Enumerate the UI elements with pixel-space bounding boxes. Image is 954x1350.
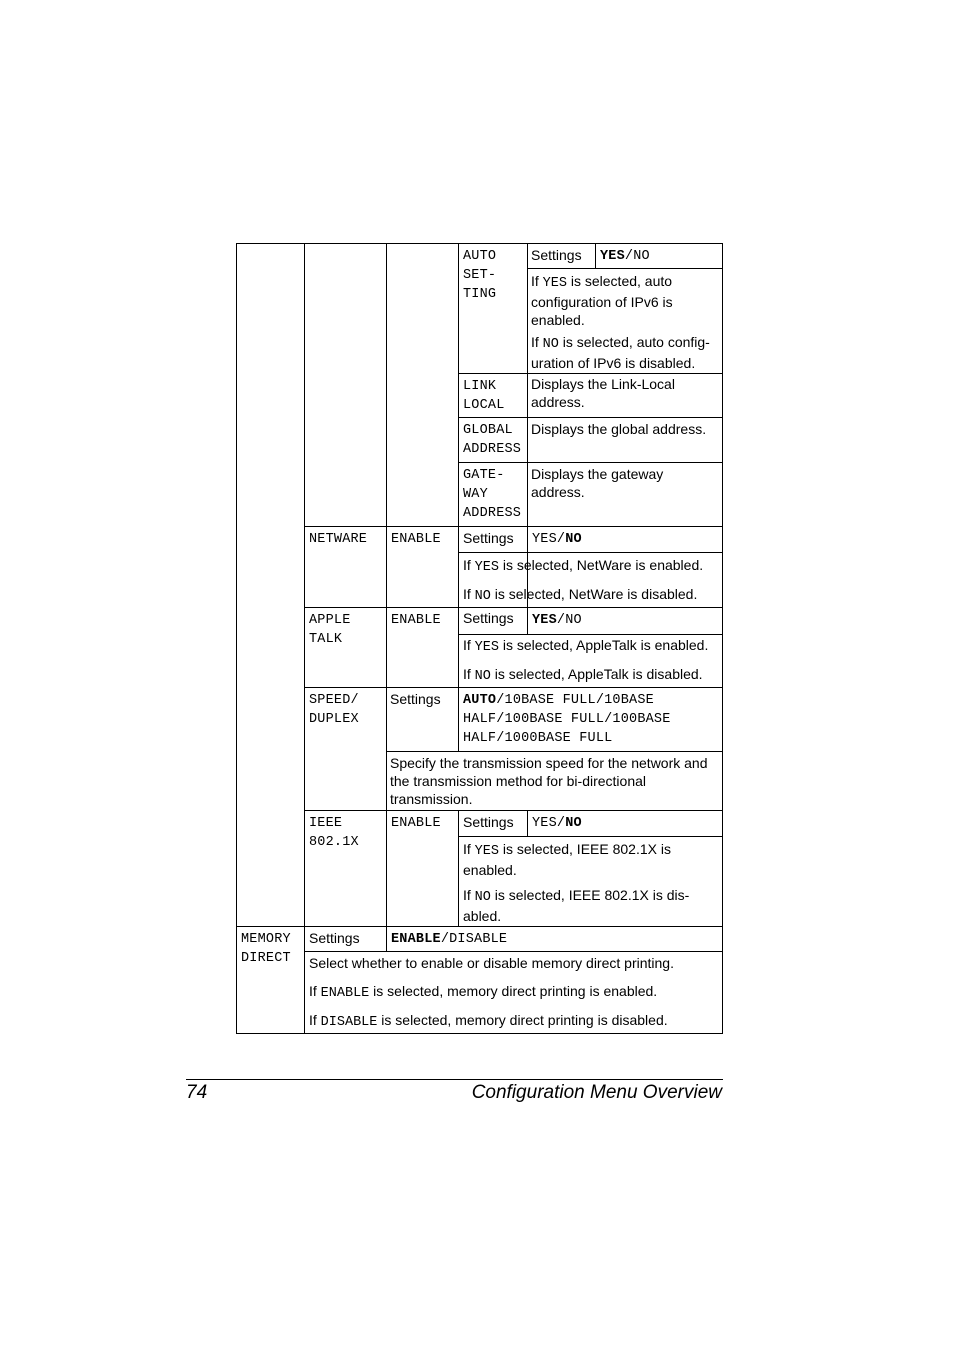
auto-setting-key: AUTO SET- TING [463,249,497,302]
ieee-key: IEEE 802.1X [309,816,359,850]
speed-duplex-key: SPEED/ DUPLEX [309,693,359,727]
link-local-key: LINK LOCAL [463,379,505,413]
ieee-desc-yes: If YES is selected, IEEE 802.1X is enabled. [463,841,671,878]
global-address-key: GLOBAL ADDRESS [463,423,522,457]
appletalk-settings-label: Settings [463,610,514,626]
global-address-desc: Displays the global address. [531,421,707,437]
appletalk-value: YES/NO [532,613,582,628]
netware-key: NETWARE [309,532,368,547]
footer-rule [186,1079,723,1080]
memory-direct-key: MEMORY DIRECT [241,932,291,966]
gateway-address-desc: Displays the gateway address. [531,466,664,500]
netware-enable-key: ENABLE [391,532,441,547]
ieee-value: YES/NO [532,816,582,831]
page-number: 74 [186,1082,208,1103]
ieee-enable-key: ENABLE [391,816,441,831]
ieee-settings-label: Settings [463,814,514,830]
auto-setting-value: YES/NO [600,249,650,264]
netware-desc-yes: If YES is selected, NetWare is enabled. [463,557,704,575]
speed-duplex-desc: Specify the transmission speed for the network and the transmission method for bi-directional transmission. [390,755,708,807]
auto-setting-settings-label: Settings [531,247,582,263]
link-local-desc: Displays the Link-Local address. [531,376,675,410]
appletalk-enable-key: ENABLE [391,613,441,628]
appletalk-desc-yes: If YES is selected, AppleTalk is enabled. [463,637,709,655]
memory-direct-desc: Select whether to enable or disable memory direct printing. [309,955,674,971]
memory-direct-value: ENABLE/DISABLE [391,932,508,947]
auto-setting-desc-no: If NO is selected, auto config- uration of IPv6 is disabled. [531,334,710,371]
ieee-desc-no: If NO is selected, IEEE 802.1X is dis- abled. [463,887,690,924]
gateway-address-key: GATE- WAY ADDRESS [463,468,522,521]
appletalk-key: APPLE TALK [309,613,351,647]
appletalk-desc-no: If NO is selected, AppleTalk is disabled. [463,666,703,684]
memory-direct-settings-label: Settings [309,930,360,946]
section-title: Configuration Menu Overview [471,1082,722,1103]
netware-value: YES/NO [532,532,582,547]
netware-settings-label: Settings [463,530,514,546]
speed-duplex-settings-label: Settings [390,691,441,707]
netware-desc-no: If NO is selected, NetWare is disabled. [463,586,698,604]
memory-direct-desc-disable: If DISABLE is selected, memory direct printing is disabled. [309,1012,668,1030]
auto-setting-desc-yes: If YES is selected, auto configuration of IPv6 is enabled. [531,273,673,328]
memory-direct-desc-enable: If ENABLE is selected, memory direct printing is enabled. [309,983,658,1001]
speed-duplex-value: AUTO/10BASE FULL/10BASE HALF/100BASE FULL/100BASE HALF/1000BASE FULL [463,693,671,746]
